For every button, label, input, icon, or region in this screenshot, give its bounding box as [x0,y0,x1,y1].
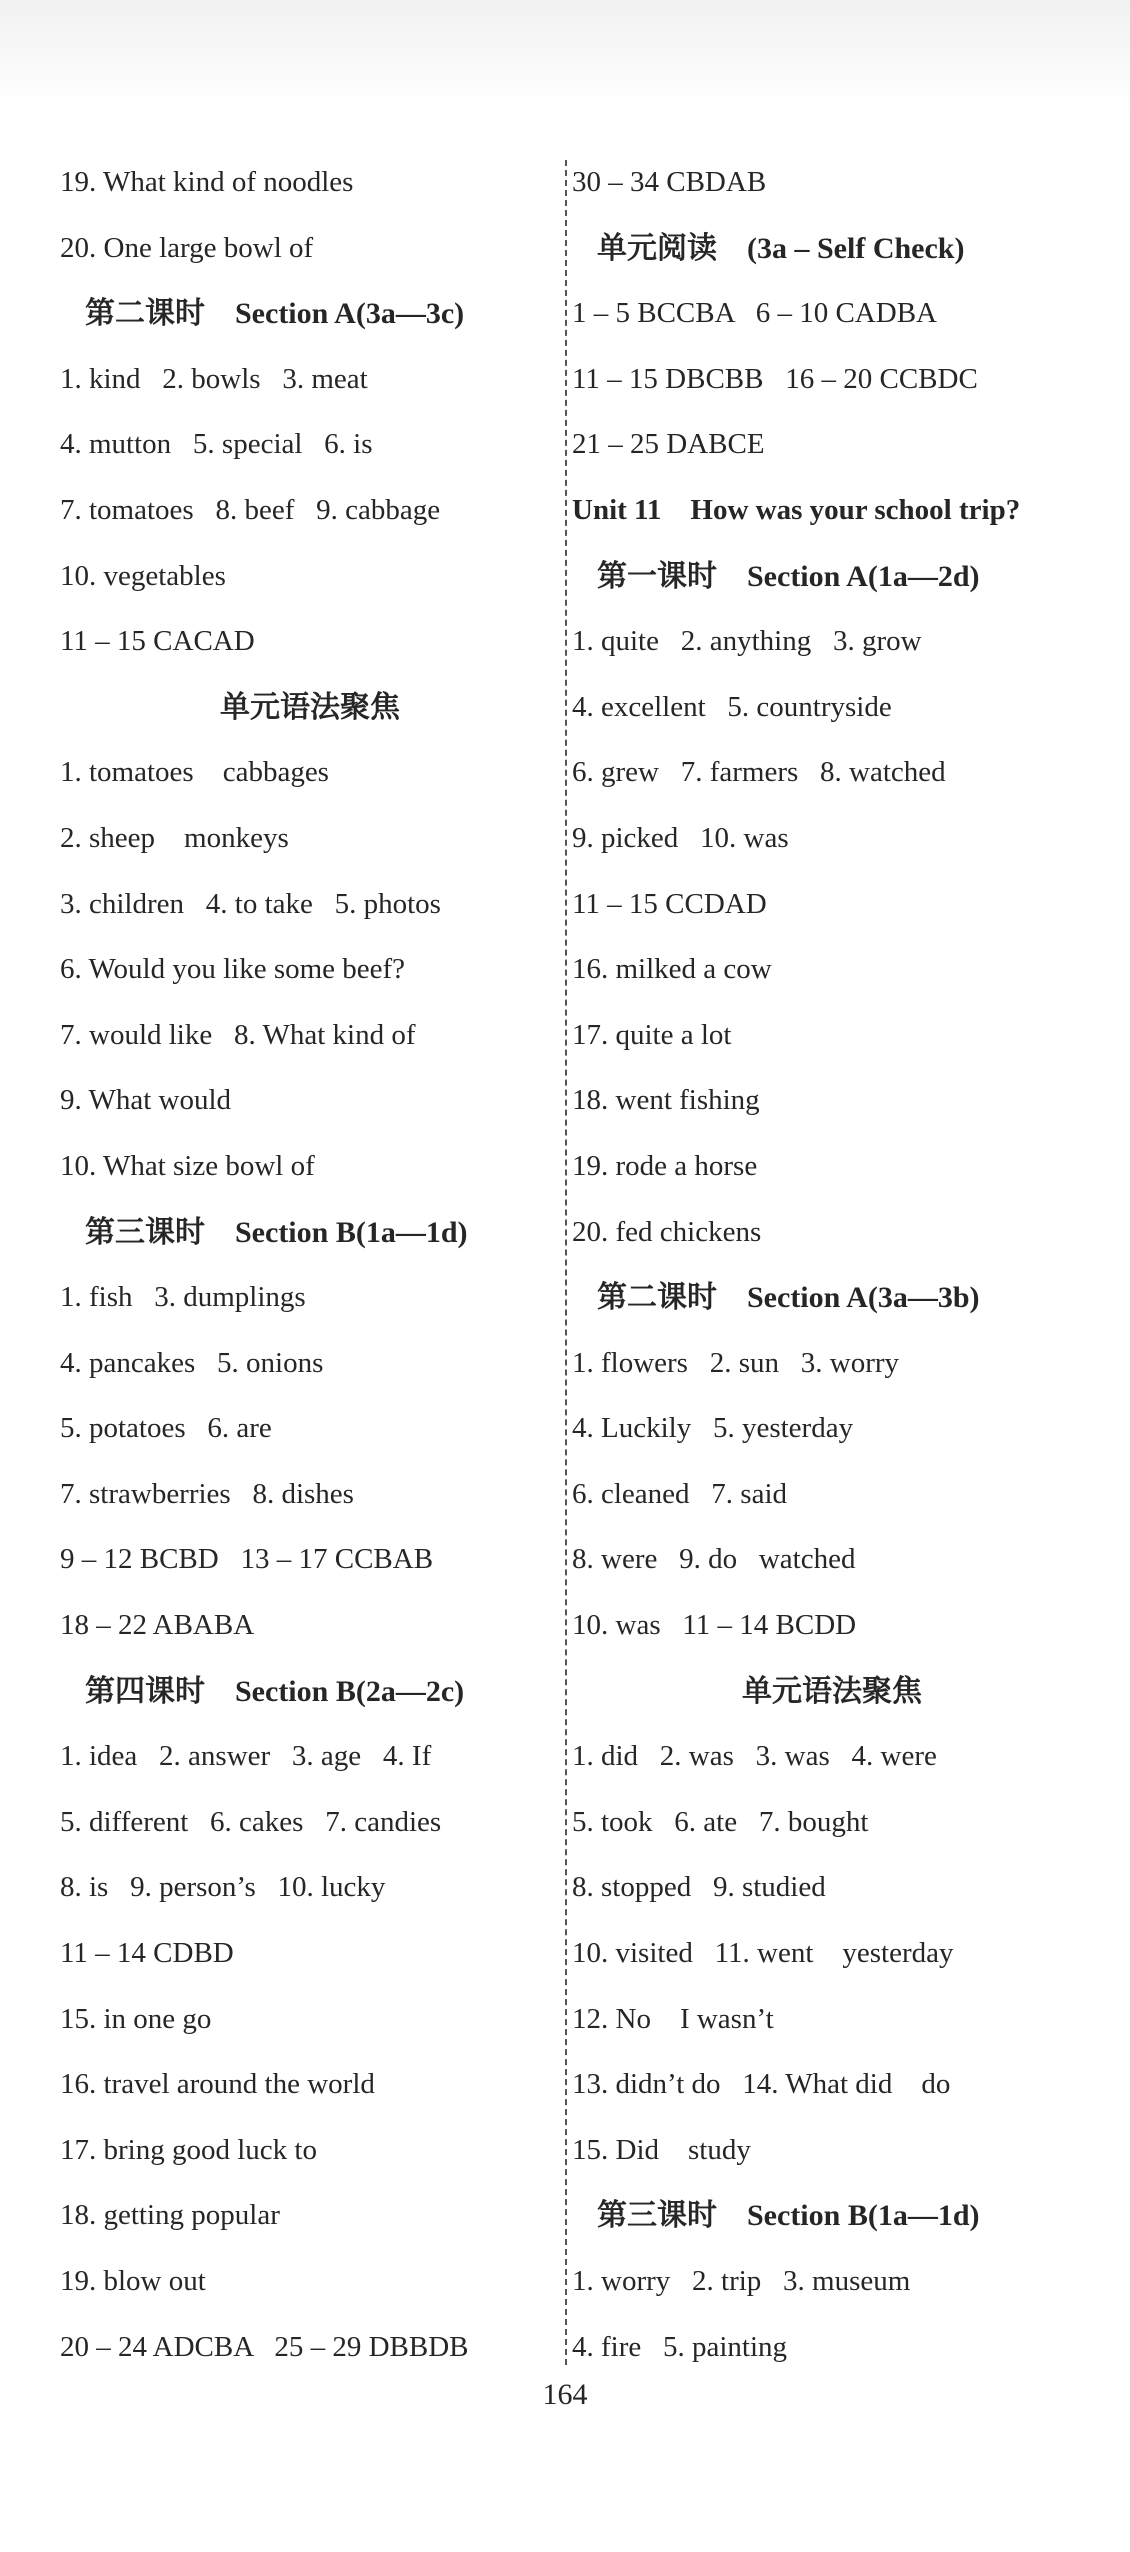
answer-line: 10. vegetables [60,559,226,592]
answer-line: 1. worry 2. trip 3. museum [572,2265,911,2297]
section-heading: 单元语法聚焦 [742,1674,922,1708]
section-heading: 单元语法聚焦 [220,690,400,724]
answer-line: 17. quite a lot [572,1018,732,1051]
answer-line: 16. travel around the world [60,2068,375,2101]
answer-line: 8. were 9. do watched [572,1543,856,1576]
section-heading: 第二课时 Section A(3a—3b) [597,1281,980,1315]
answer-line: 17. bring good luck to [60,2133,317,2166]
answer-line: 20. fed chickens [572,1215,762,1248]
section-heading: 第四课时 Section B(2a—2c) [85,1674,465,1708]
answer-line: 7. tomatoes 8. beef 9. cabbage [60,493,441,526]
section-heading: 单元阅读 (3a – Self Check) [597,231,965,265]
answer-line: 5. potatoes 6. are [60,1412,272,1445]
answer-line: 1. tomatoes cabbages [60,756,329,789]
section-heading: 第三课时 Section B(1a—1d) [597,2199,980,2233]
section-heading: 第二课时 Section A(3a—3c) [85,297,465,331]
answer-line: 7. strawberries 8. dishes [60,1477,354,1510]
page-number: 164 [542,2378,588,2411]
answer-line: 4. fire 5. painting [572,2330,788,2363]
answer-line: 20. One large bowl of [60,231,314,264]
answer-line: 1. quite 2. anything 3. grow [572,625,922,658]
answer-line: 6. cleaned 7. said [572,1477,788,1510]
answer-line: 21 – 25 DABCE [572,428,765,461]
answer-line: 11 – 14 CDBD [60,1937,234,1970]
left-answer-column [60,150,560,2380]
answer-line: 10. was 11 – 14 BCDD [572,1609,857,1642]
answer-line: 18 – 22 ABABA [60,1609,255,1642]
answer-line: 4. Luckily 5. yesterday [572,1412,854,1445]
answer-line: 10. visited 11. went yesterday [572,1937,954,1970]
section-heading: 第三课时 Section B(1a—1d) [85,1215,468,1249]
answer-line: 1. idea 2. answer 3. age 4. If [60,1740,432,1773]
section-heading: 第一课时 Section A(1a—2d) [597,559,980,593]
column-divider [565,160,567,2365]
answer-line: 9. What would [60,1084,232,1117]
answer-line: 8. is 9. person’s 10. lucky [60,1871,386,1904]
answer-line: 10. What size bowl of [60,1149,315,1182]
answer-line: 18. getting popular [60,2199,280,2232]
answer-line: 12. No I wasn’t [572,2002,774,2035]
answer-line: 1 – 5 BCCBA 6 – 10 CADBA [572,297,937,330]
answer-line: 9. picked 10. was [572,821,789,854]
right-answer-column [572,150,1092,2380]
answer-line: 9 – 12 BCBD 13 – 17 CCBAB [60,1543,434,1576]
answer-line: 15. in one go [60,2002,212,2035]
answer-line: 1. fish 3. dumplings [60,1281,306,1314]
answer-line: 20 – 24 ADCBA 25 – 29 DBBDB [60,2330,469,2363]
answer-line: 1. flowers 2. sun 3. worry [572,1346,900,1379]
answer-line: 5. took 6. ate 7. bought [572,1805,869,1838]
answer-line: 2. sheep monkeys [60,821,289,854]
answer-line: 3. children 4. to take 5. photos [60,887,441,920]
answer-line: 19. blow out [60,2265,206,2297]
answer-line: 4. excellent 5. countryside [572,690,892,723]
answer-line: 15. Did study [572,2133,751,2166]
answer-line: 1. kind 2. bowls 3. meat [60,362,368,395]
answer-line: 11 – 15 CACAD [60,625,255,658]
answer-line: 16. milked a cow [572,953,772,986]
answer-line: 6. grew 7. farmers 8. watched [572,756,946,789]
answer-line: 8. stopped 9. studied [572,1871,826,1904]
answer-line: 1. did 2. was 3. was 4. were [572,1740,937,1773]
answer-line: 13. didn’t do 14. What did do [572,2068,951,2101]
answer-line: 30 – 34 CBDAB [572,166,767,198]
page-top-shade [0,0,1130,110]
answer-line: 6. Would you like some beef? [60,953,406,986]
answer-line: 19. rode a horse [572,1149,758,1182]
answer-line: 11 – 15 DBCBB 16 – 20 CCBDC [572,362,978,395]
answer-line: 4. mutton 5. special 6. is [60,428,373,461]
unit-title: Unit 11 How was your school trip? [572,493,1021,526]
answer-line: 19. What kind of noodles [60,166,354,198]
answer-line: 18. went fishing [572,1084,760,1117]
answer-line: 11 – 15 CCDAD [572,887,767,920]
answer-line: 5. different 6. cakes 7. candies [60,1805,442,1838]
answer-line: 4. pancakes 5. onions [60,1346,324,1379]
answer-line: 7. would like 8. What kind of [60,1018,416,1051]
